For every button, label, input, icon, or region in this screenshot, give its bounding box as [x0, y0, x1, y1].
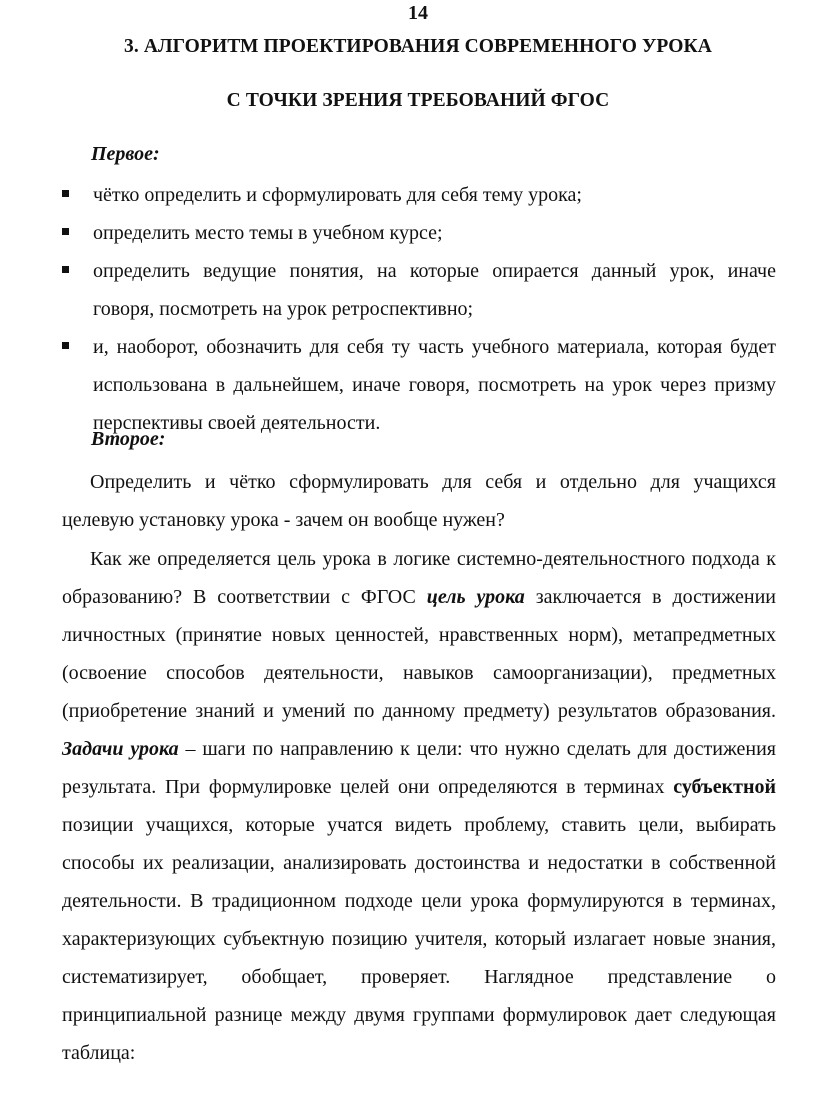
paragraph-goal-setting [62, 463, 776, 539]
list-item-text: и, наоборот, обозначить для себя ту часть учебного материала, которая будет использована в дальнейшем, иначе говоря, посмотреть на урок через призму перспективы своей деятельности. [93, 336, 776, 434]
paragraph-text: Как же определяется цель урока в логике системно-деятельностного подхода к образованию? В соответствии с ФГОС [62, 548, 776, 608]
first-step-list [62, 176, 776, 442]
square-bullet-icon [62, 228, 69, 235]
list-item [62, 328, 776, 442]
square-bullet-icon [62, 190, 69, 197]
section-heading-line-2: С ТОЧКИ ЗРЕНИЯ ТРЕБОВАНИЙ ФГОС [226, 90, 610, 111]
list-item-text: определить ведущие понятия, на которые опирается данный урок, иначе говоря, посмотреть на урок ретроспективно; [93, 260, 776, 320]
first-step-label: Первое: [91, 143, 160, 165]
list-item-text: определить место темы в учебном курсе; [93, 222, 443, 244]
page-number: 14 [408, 2, 428, 24]
paragraph-lesson-goal [62, 540, 776, 1072]
term-lesson-tasks: Задачи урока [62, 738, 179, 760]
square-bullet-icon [62, 266, 69, 273]
second-step-label: Второе: [91, 428, 166, 450]
square-bullet-icon [62, 342, 69, 349]
list-item [62, 214, 776, 252]
paragraph-text: – шаги по направлению к цели: что нужно сделать для достижения результата. При формулировке целей они определяются в терминах [62, 738, 776, 798]
list-item [62, 176, 776, 214]
paragraph-text: позиции учащихся, которые учатся видеть проблему, ставить цели, выбирать способы их реализации, анализировать достоинства и недостатки в собственной деятельности. В традиционном подходе цели урока формулируются в терминах, характеризующих субъектную позицию учителя, который излагает новые знания, систематизирует, обобщает, проверяет. Наглядное представление о принципиальной разнице между двумя группами формулировок дает следующая таблица: [62, 814, 776, 1064]
list-item-text: чётко определить и сформулировать для себя тему урока; [93, 184, 582, 206]
list-item [62, 252, 776, 328]
paragraph-text: Определить и чётко сформулировать для себя и отдельно для учащихся целевую установку урока - зачем он вообще нужен? [62, 471, 776, 531]
paragraph-text: заключается в достижении личностных (принятие новых ценностей, нравственных норм), метапредметных (освоение способов деятельности, навыков самоорганизации), предметных (приобретение знаний и умений по данному предмету) результатов образования. [62, 586, 776, 722]
section-heading-line-1: 3. АЛГОРИТМ ПРОЕКТИРОВАНИЯ СОВРЕМЕННОГО УРОКА [124, 36, 712, 57]
term-lesson-goal: цель урока [426, 586, 525, 608]
term-subject-position: субъектной [673, 776, 776, 798]
